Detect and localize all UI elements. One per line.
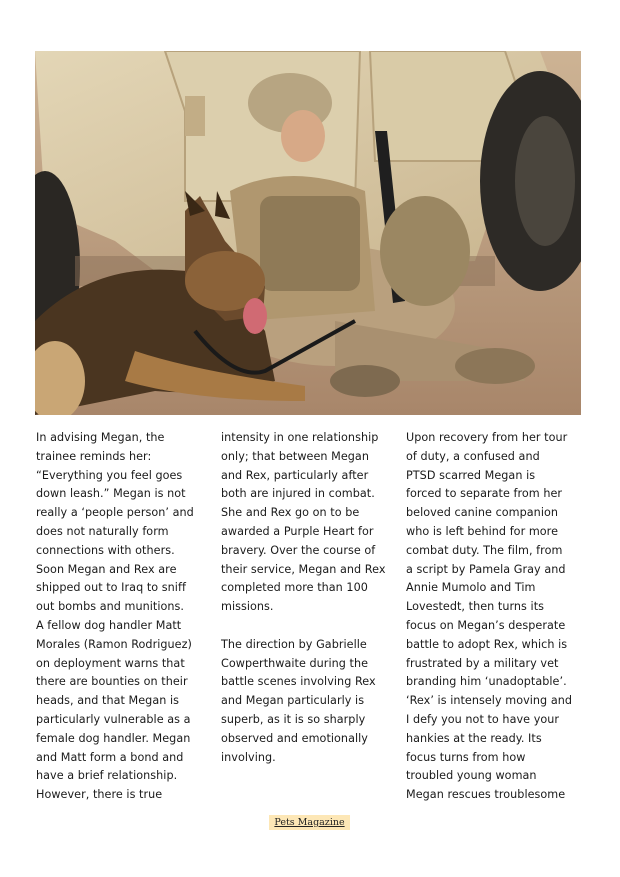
article-column-2 bbox=[221, 429, 398, 767]
column-1-paragraph-1: In advising Megan, the trainee reminds her: “Everything you feel goes down leash.” Megan is not really a ‘people person’ and does not naturally form connections with others. Soon Megan and Rex are shipped out to Iraq to sniff out bombs and munitions. A fellow dog handler Matt Morales (Ramon Rodriguez) on deployment warns that there are bounties on their heads, and that Megan is particularly vulnerable as a female dog handler. Megan and Matt form a bond and have a brief relationship. However, there is true bbox=[36, 431, 194, 802]
column-2-paragraph-1: intensity in one relationship only; that between Megan and Rex, particularly after both are injured in combat. She and Rex go on to be awarded a Purple Heart for bravery. Over the course of their service, Megan and Rex completed more than 100 missions. bbox=[221, 431, 386, 614]
article-column-1 bbox=[36, 429, 213, 805]
column-3-paragraph-1: Upon recovery from her tour of duty, a confused and PTSD scarred Megan is forced to separate from her beloved canine companion who is left behind for more combat duty. The film, from a script by Pamela Gray and Annie Mumolo and Tim Lovestedt, then turns its focus on Megan’s desperate battle to adopt Rex, which is frustrated by a military vet branding him ‘unadoptable’. ‘Rex’ is intensely moving and I defy you not to have your hankies at the ready. Its focus turns from how troubled young woman Megan rescues troublesome bbox=[406, 431, 573, 802]
column-2-paragraph-2: The direction by Gabrielle Cowperthwaite during the battle scenes involving Rex and Megan particularly is superb, as it is so sharply observed and emotionally involving. bbox=[221, 637, 376, 764]
photo-illustration bbox=[35, 51, 581, 415]
article-photo bbox=[35, 51, 581, 415]
magazine-footer-link[interactable]: Pets Magazine bbox=[269, 815, 350, 830]
article-column-3 bbox=[406, 429, 583, 805]
